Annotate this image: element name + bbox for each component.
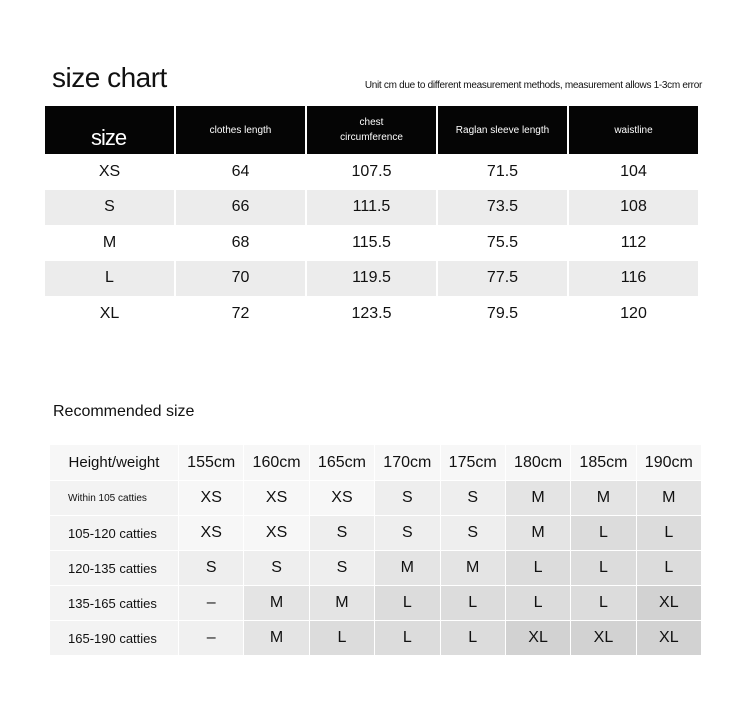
recommended-size-cell: XS [244,516,308,550]
recommended-size-cell: M [637,481,701,515]
measurement-cell: 70 [176,261,305,297]
recommended-size-cell: L [506,551,570,585]
size-label-cell: M [45,225,174,261]
recommended-size-cell: L [441,586,505,620]
measurement-cell: 116 [569,261,698,297]
recommended-size-cell: XL [506,621,570,655]
measurement-cell: 66 [176,190,305,226]
height-column-header: 190cm [637,445,701,480]
recommended-size-cell: L [571,551,635,585]
weight-row [50,481,701,515]
chest-column-header [307,106,436,154]
clothes-length-label: clothes length [209,124,272,136]
measurement-cell: 108 [569,190,698,226]
weight-row [50,621,701,655]
measurement-cell: 111.5 [307,190,436,226]
recommended-size-cell: XS [179,516,243,550]
height-column-header: 160cm [244,445,308,480]
recommended-size-cell: M [310,586,374,620]
height-weight-header: Height/weight [50,445,178,480]
recommended-size-cell: S [244,551,308,585]
measurement-cell: 112 [569,225,698,261]
size-column-header: size [45,106,174,154]
recommended-size-cell: L [506,586,570,620]
height-column-header: 170cm [375,445,439,480]
recommended-size-cell: L [375,621,439,655]
recommended-size-cell: S [310,516,374,550]
recommended-size-table [49,444,702,656]
recommended-size-cell: XS [244,481,308,515]
measurement-cell: 79.5 [438,296,567,332]
measurement-cell: 120 [569,296,698,332]
recommended-size-cell: M [441,551,505,585]
recommended-size-cell: L [571,516,635,550]
recommended-size-cell: XL [637,621,701,655]
recommended-size-cell: – [179,621,243,655]
measurement-cell: 77.5 [438,261,567,297]
size-label-cell: XL [45,296,174,332]
size-chart-table [43,106,700,332]
weight-row [50,516,701,550]
recommended-size-cell: L [571,586,635,620]
height-column-header: 180cm [506,445,570,480]
recommended-size-cell: XL [571,621,635,655]
measurement-cell: 73.5 [438,190,567,226]
weight-range-label: 135-165 catties [50,586,178,620]
page-title: size chart [52,62,167,93]
weight-range-label: 120-135 catties [50,551,178,585]
recommended-size-cell: L [375,586,439,620]
size-label-cell: S [45,190,174,226]
measurement-cell: 119.5 [307,261,436,297]
recommended-size-cell: L [441,621,505,655]
waistline-label: waistline [614,124,653,136]
weight-range-label: 165-190 catties [50,621,178,655]
size-row [45,190,698,226]
recommended-size-cell: L [310,621,374,655]
recommended-header-row [50,445,701,480]
weight-row [50,586,701,620]
measurement-cell: 75.5 [438,225,567,261]
recommended-size-cell: XL [637,586,701,620]
recommended-size-cell: M [375,551,439,585]
height-column-header: 165cm [310,445,374,480]
size-label-cell: L [45,261,174,297]
weight-range-label: 105-120 catties [50,516,178,550]
measurement-cell: 107.5 [307,154,436,190]
chest-label: chest circumference [340,117,403,143]
measurement-note: Unit cm due to different measurement methods, measurement allows 1-3cm error [364,80,702,91]
measurement-cell: 115.5 [307,225,436,261]
recommended-size-cell: XS [179,481,243,515]
sleeve-label: Raglan sleeve length [455,124,550,136]
recommended-size-cell: L [637,516,701,550]
recommended-title: Recommended size [53,403,195,420]
weight-row [50,551,701,585]
height-column-header: 155cm [179,445,243,480]
measurement-cell: 68 [176,225,305,261]
measurement-cell: 71.5 [438,154,567,190]
recommended-size-cell: M [244,621,308,655]
measurement-cell: 104 [569,154,698,190]
height-column-header: 185cm [571,445,635,480]
size-row [45,154,698,190]
recommended-size-cell: S [375,481,439,515]
recommended-size-cell: S [179,551,243,585]
recommended-size-cell: M [571,481,635,515]
recommended-size-cell: M [244,586,308,620]
height-column-header: 175cm [441,445,505,480]
measurement-cell: 123.5 [307,296,436,332]
recommended-size-cell: S [310,551,374,585]
recommended-size-cell: M [506,516,570,550]
recommended-size-cell: S [441,516,505,550]
size-row [45,261,698,297]
recommended-size-cell: L [637,551,701,585]
size-row [45,296,698,332]
measurement-cell: 64 [176,154,305,190]
recommended-table-body [50,481,701,655]
weight-range-label: Within 105 catties [50,481,178,515]
recommended-size-cell: S [441,481,505,515]
measurement-cell: 72 [176,296,305,332]
recommended-size-cell: M [506,481,570,515]
sleeve-column-header [438,106,567,154]
size-table-body [45,154,698,332]
recommended-size-cell: – [179,586,243,620]
size-table-header-row [45,106,698,154]
clothes-length-column-header [176,106,305,154]
recommended-size-cell: S [375,516,439,550]
recommended-size-cell: XS [310,481,374,515]
size-label-cell: XS [45,154,174,190]
waistline-column-header [569,106,698,154]
size-row [45,225,698,261]
